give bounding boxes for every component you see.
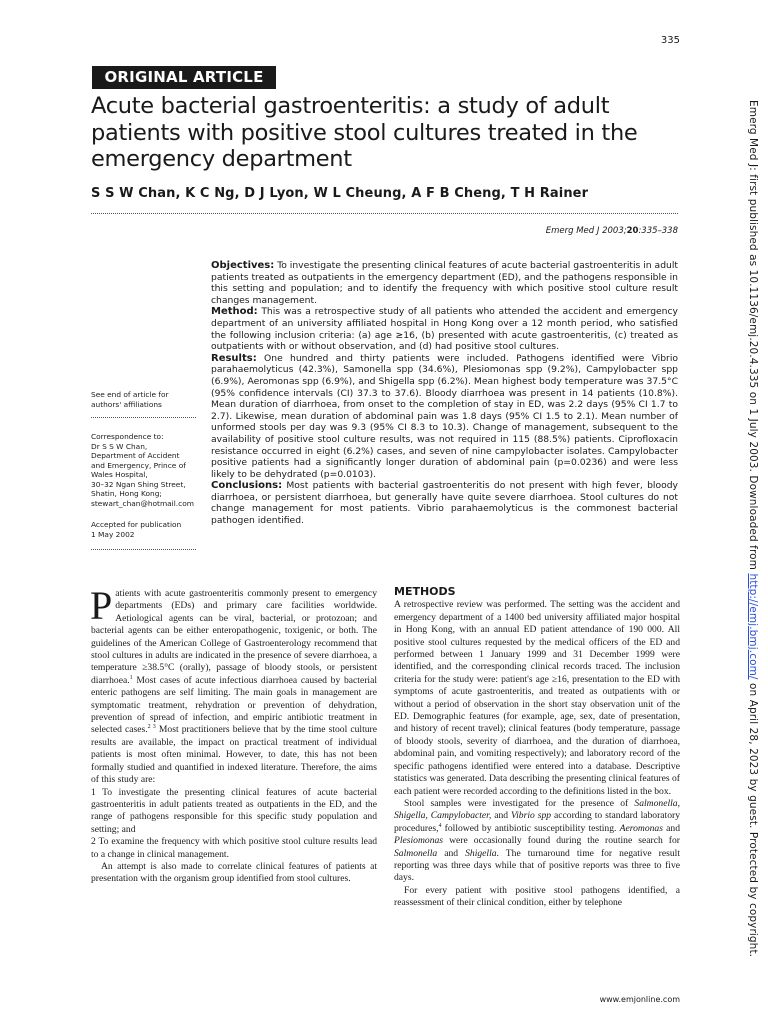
aim-item-1: 1 To investigate the presenting clinical features of acute bacterial gastroenteritis in adult patients treated as outpatients in the ED, and the range of pathogens responsible for this specific study population and setting; and xyxy=(91,786,377,835)
organism-name: Aeromonas xyxy=(619,822,663,834)
accepted-date xyxy=(91,520,201,539)
correspondence-line: 30–32 Ngan Shing Street, xyxy=(91,479,186,489)
methods-text: were occasionally found during the routine search for xyxy=(443,835,680,847)
body-column-left xyxy=(90,583,377,886)
correspondence-line: Department of Accident xyxy=(91,451,180,460)
correspondence-line: Correspondence to: xyxy=(91,432,164,441)
abstract-results xyxy=(211,353,678,481)
organism-name: Vibrio spp xyxy=(510,810,552,822)
title-divider xyxy=(91,213,678,214)
organism-name: Shigella xyxy=(465,847,497,859)
journal-website: www.emjonline.com xyxy=(599,995,680,1004)
methods-text: and xyxy=(437,847,466,859)
page-number: 335 xyxy=(660,35,680,46)
methods-text: . The turnaround time for negative result reporting was three days while that of positive reports was three to five days. xyxy=(394,847,680,884)
accepted-line: 1 May 2002 xyxy=(91,529,135,539)
objectives-text: To investigate the presenting clinical features of acute bacterial gastroenteritis in adult patients treated as outpatients in the emergency department (ED), and the pathogens responsible in this setting and population; and to identify the frequency with which positive stool culture result changes management. xyxy=(211,260,678,306)
drop-cap: P xyxy=(90,583,113,628)
correspondence-line: Shatin, Hong Kong; xyxy=(91,489,162,498)
correspondence-line: Wales Hospital, xyxy=(91,470,148,479)
abstract xyxy=(211,260,678,527)
banner-suffix: on April 28, 2023 by guest. Protected by copyright. xyxy=(747,679,759,958)
methods-heading: METHODS xyxy=(394,585,456,598)
sidebar-divider-1 xyxy=(91,417,196,418)
citation-pages: :335–338 xyxy=(638,226,678,236)
objectives-label: Objectives: xyxy=(211,260,275,271)
methods-text: according to standard laboratory procedures, xyxy=(394,810,680,834)
reference-1: 1 xyxy=(129,674,133,681)
body-column-right xyxy=(394,586,680,910)
organism-name: Plesiomonas xyxy=(394,835,444,847)
citation-journal: Emerg Med J 2003; xyxy=(545,226,627,236)
organism-name: Salmonella, Shigella, Campylobacter, xyxy=(394,797,680,822)
method-label: Method: xyxy=(211,306,258,318)
sidebar-divider-2 xyxy=(91,549,196,550)
citation-volume: 20 xyxy=(626,226,639,236)
organism-name: Salmonella xyxy=(394,847,438,859)
aim-item-2: 2 To examine the frequency with which positive stool culture results lead to a change in clinical management. xyxy=(91,836,377,860)
article-type-banner: ORIGINAL ARTICLE xyxy=(92,66,276,89)
reference-4: 4 xyxy=(438,822,442,829)
results-label: Results: xyxy=(211,352,257,364)
results-text: One hundred and thirty patients were included. Pathogens identified were Vibrio parahaemolyticus (42.3%), Samonella spp (34.6%), Plesiomonas spp (9.2%), Campylobacter spp (6.9%), Aeromonas spp (6.9%), and Shigella spp (6.2%). Mean highest body temperature was 37.5°C (95% confidence intervals (CI) 37.3 to 37.6). Bloody diarrhoea was present in 14 patients (10.8%). Mean duration of diarrhoea, from onset to the completion of stay in ED, was 2.2 days (95% CI 1.7 to 2.7). Likewise, mean duration of abdominal pain was 1.8 days (95% CI 1.5 to 2.1). Mean number of unformed stools per day was 9.3 (95% CI 8.3 to 10.3). Change of management, subsequent to the availability of positive stool culture results, was not required in 115 (88.5%) patients. Ciprofloxacin resistance occurred in eight (6.2%) cases, and seven of nine campylobacter isolates. Campylobacter positive patients had a significantly longer duration of abdominal pain (p=0.0236) and were less likely to be dehydrated (p=0.0103). xyxy=(211,352,678,480)
side-copyright-banner xyxy=(747,100,768,958)
methods-text: followed by antibiotic susceptibility testing. xyxy=(441,822,620,834)
conclusions-text: Most patients with bacterial gastroenteritis do not present with high fever, bloody diarrhoea, or persistent diarrhoea, but generally have quite severe diarrhoea. Stool cultures do not change management for most patients. Vibrio parahaemolyticus is the commonest bacterial pathogen identified. xyxy=(211,480,678,527)
methods-text: and xyxy=(662,822,680,834)
methods-text: Stool samples were investigated for the presence of xyxy=(404,797,635,809)
correspondence-block xyxy=(91,432,201,508)
methods-paragraph-3: For every patient with positive stool pathogens identified, a reassessment of their clinical condition, either by telephone xyxy=(394,884,680,909)
author-list: S S W Chan, K C Ng, D J Lyon, W L Cheung, A F B Cheng, T H Rainer xyxy=(91,186,589,201)
abstract-conclusions xyxy=(211,480,678,526)
journal-link[interactable]: http://emj.bmj.com/ xyxy=(747,573,759,680)
abstract-method xyxy=(211,306,678,352)
conclusions-label: Conclusions: xyxy=(211,480,283,492)
side-banner-text xyxy=(747,100,759,957)
banner-prefix: Emerg Med J: first published as 10.1136/emj.20.4.335 on 1 July 2003. Downloaded from xyxy=(747,100,759,574)
intro-paragraph xyxy=(90,583,377,787)
affiliations-note: See end of article for authors' affiliations xyxy=(91,390,169,409)
methods-text: and xyxy=(491,810,511,822)
correspondence-line: and Emergency, Prince of xyxy=(91,460,186,470)
reference-2-3: 2 3 xyxy=(147,724,156,731)
accepted-line: Accepted for publication xyxy=(91,520,182,529)
methods-paragraph-2 xyxy=(394,798,680,885)
abstract-objectives xyxy=(211,260,678,306)
intro-text: Most cases of acute infectious diarrhoea caused by bacterial enteric pathogens are self limiting. The main goals in management are symptomatic treatment, rehydration or prevention of dehydration, prevention of spread of infection, and empiric antibiotic treatment in selected cases. xyxy=(91,674,377,736)
methods-paragraph-1: A retrospective review was performed. The setting was the accident and emergency department of a 1400 bed university affiliated major hospital in Hong Kong, with an annual ED patient attendance of 190 000. All positive stool cultures requested by the medical officers of the ED and performed between 1 January 1999 and 31 December 1999 were identified, and the corresponding clinical records traced. The inclusion criteria for the study were: patient's age ≥16, presentation to the ED with symptoms of acute gastroenteritis, and treated as outpatients with or without a period of observation in the short stay observation unit of the ED. Demographic features (for example, age, sex, date of presentation, and history of recent travel); clinical features (body temperature, passage of bloody stools, severity of diarrhoea, and the duration of diarrhoea, abdominal pain, and vomiting respectively); and laboratory record of the specific pathogens identified were entered into a database. Descriptive statistics was generated. Data describing the presenting clinical features of each patient were recorded according to the definitions listed in the box. xyxy=(394,599,680,797)
correspondence-line: Dr S S W Chan, xyxy=(91,441,148,451)
intro-text: Most practitioners believe that by the time stool culture results are available, the impact on practical treatment of individual patients is most often minimal. However, to date, this has not been formally studied and quantified in indexed literature. Therefore, the aims of this study are: xyxy=(91,724,377,786)
intro-text: atients with acute gastroenteritis commonly present to emergency departments (EDs) and primary care facilities worldwide. Aetiological agents can be viral, bacterial, or protozoan; and bacterial agents can be either enteropathogenic, toxigenic, or both. The guidelines of the American College of Gastroenterology recommend that stool cultures in adults are indicated in the presence of severe diarrhoea, a temperature ≥38.5°C (orally), passage of bloody stools, or persistent diarrhoea. xyxy=(91,588,377,686)
method-text: This was a retrospective study of all patients who attended the accident and emergency department of an university affiliated hospital in Hong Kong over a 12 month period, who satisfied the following inclusion criteria: (a) age ≥16, (b) presented with acute gastroenteritis, (c) treated as outpatients with or without observation, and (d) had positive stool cultures. xyxy=(211,306,678,353)
intro-paragraph-2: An attempt is also made to correlate clinical features of patients at presentation with the organism group identified from stool cultures. xyxy=(91,860,377,885)
article-title: Acute bacterial gastroenteritis: a study of adult patients with positive stool cultures treated in the emergency department xyxy=(91,93,638,172)
journal-citation xyxy=(450,226,678,236)
correspondence-email: stewart_chan@hotmail.com xyxy=(91,498,194,508)
